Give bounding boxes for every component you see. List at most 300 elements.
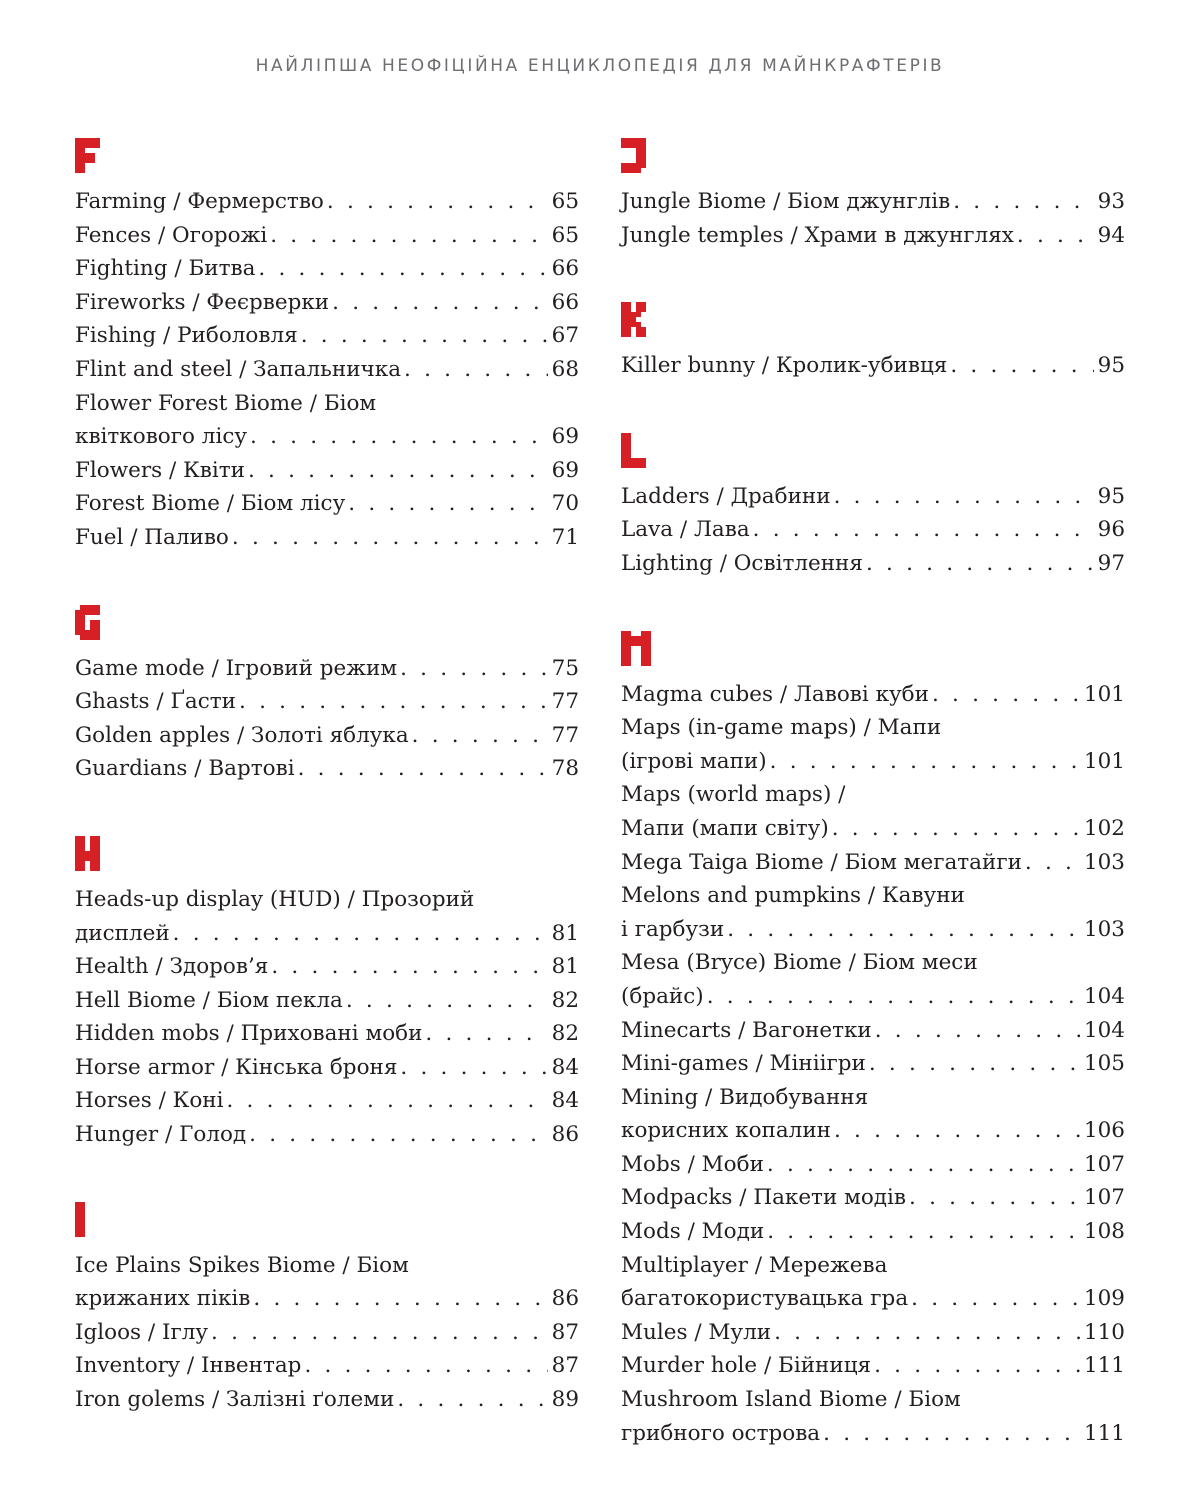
entry-page-number: 69	[551, 424, 579, 450]
entry-line	[75, 420, 579, 454]
entry-title: Jungle temples / Храми в джунглях	[621, 222, 1014, 248]
entry-line	[75, 252, 579, 286]
index-entry[interactable]	[75, 353, 579, 387]
glyph-pixel	[621, 138, 626, 143]
index-entry[interactable]	[621, 1181, 1125, 1215]
glyph-pixel	[621, 453, 626, 458]
index-entry[interactable]	[75, 1084, 579, 1118]
glyph-pixel	[80, 625, 85, 630]
index-entry[interactable]	[75, 1017, 579, 1051]
entry-title: (брайс)	[621, 983, 704, 1009]
glyph-pixel	[75, 620, 80, 625]
entry-page-number: 65	[551, 222, 579, 248]
entry-line	[621, 846, 1125, 880]
entry-page-number: 95	[1097, 483, 1125, 509]
glyph-pixel	[626, 307, 631, 312]
glyph-pixel	[621, 332, 626, 337]
dot-leader	[866, 547, 1094, 581]
glyph-pixel	[636, 148, 641, 153]
glyph-pixel	[80, 630, 85, 635]
entry-page-number: 82	[551, 987, 579, 1013]
glyph-pixel	[626, 651, 631, 656]
dot-leader	[834, 1114, 1080, 1148]
glyph-pixel	[636, 327, 641, 332]
glyph-pixel	[621, 312, 626, 317]
index-entry[interactable]	[75, 521, 579, 555]
entry-title: Ghasts / Ґасти	[75, 689, 236, 715]
glyph-pixel	[90, 861, 95, 866]
section-letter-f-glyph	[75, 138, 100, 173]
glyph-pixel	[90, 836, 95, 841]
entry-page-number: 106	[1083, 1118, 1125, 1144]
index-entry[interactable]	[75, 883, 579, 950]
index-entry[interactable]	[75, 1349, 579, 1383]
index-entry[interactable]	[621, 1215, 1125, 1249]
glyph-pixel	[641, 651, 646, 656]
glyph-pixel	[636, 458, 641, 463]
glyph-pixel	[626, 458, 631, 463]
index-entry[interactable]	[75, 454, 579, 488]
index-section-m	[621, 631, 1125, 1451]
glyph-pixel	[90, 610, 95, 615]
entry-page-number: 86	[551, 1122, 579, 1148]
glyph-pixel	[641, 163, 646, 168]
glyph-pixel	[641, 463, 646, 468]
glyph-pixel	[95, 138, 100, 143]
entry-line	[621, 1417, 1125, 1451]
glyph-pixel	[636, 163, 641, 168]
glyph-pixel	[90, 856, 95, 861]
glyph-pixel	[621, 463, 626, 468]
dot-leader	[332, 286, 548, 320]
index-entry[interactable]	[621, 1014, 1125, 1048]
index-entry[interactable]	[75, 1051, 579, 1085]
section-letter	[621, 138, 1125, 173]
entry-title: Fences / Огорожі	[75, 222, 268, 248]
entry-line	[75, 1051, 579, 1085]
section-letter	[621, 433, 1125, 468]
entry-title-first-line: Maps (in-game maps) / Мапи	[621, 715, 942, 741]
dot-leader	[774, 1316, 1080, 1350]
glyph-pixel	[621, 458, 626, 463]
index-entry[interactable]	[75, 1249, 579, 1316]
index-entry[interactable]	[621, 1148, 1125, 1182]
entry-page-number: 87	[551, 1353, 579, 1379]
entry-page-number: 108	[1083, 1219, 1125, 1245]
entry-title-first-line: Heads-up display (HUD) / Прозорий	[75, 886, 475, 912]
glyph-pixel	[90, 846, 95, 851]
glyph-pixel	[75, 148, 80, 153]
glyph-pixel	[90, 143, 95, 148]
index-entry[interactable]	[621, 547, 1125, 581]
dot-leader	[823, 1417, 1080, 1451]
entry-title: Inventory / Інвентар	[75, 1353, 302, 1379]
entry-line	[75, 319, 579, 353]
glyph-pixel	[75, 856, 80, 861]
glyph-pixel	[646, 636, 651, 641]
glyph-pixel	[641, 646, 646, 651]
dot-leader	[211, 1316, 548, 1350]
index-entry[interactable]	[75, 752, 579, 786]
glyph-pixel	[631, 312, 636, 317]
entry-title: Mods / Моди	[621, 1219, 765, 1245]
index-entry[interactable]	[621, 711, 1125, 778]
glyph-pixel	[80, 163, 85, 168]
glyph-pixel	[80, 1207, 85, 1212]
entry-title: Mini-games / Мініігри	[621, 1051, 866, 1077]
glyph-pixel	[75, 615, 80, 620]
glyph-pixel	[80, 851, 85, 856]
entry-line	[75, 984, 579, 1018]
index-entry[interactable]	[621, 1383, 1125, 1450]
glyph-pixel	[641, 307, 646, 312]
index-section-k	[621, 302, 1125, 383]
entry-title: Magma cubes / Лавові куби	[621, 681, 929, 707]
index-entry[interactable]	[621, 846, 1125, 880]
dot-leader	[397, 1383, 547, 1417]
dot-leader	[767, 1148, 1080, 1182]
glyph-pixel	[631, 163, 636, 168]
index-section-f	[75, 138, 579, 555]
glyph-pixel	[621, 302, 626, 307]
index-entry[interactable]	[75, 319, 579, 353]
glyph-pixel	[621, 438, 626, 443]
entry-page-number: 105	[1083, 1051, 1125, 1077]
index-entry[interactable]	[75, 950, 579, 984]
glyph-pixel	[75, 1217, 80, 1222]
dot-leader	[953, 185, 1093, 219]
glyph-pixel	[80, 1202, 85, 1207]
section-letter	[621, 302, 1125, 337]
glyph-pixel	[631, 636, 636, 641]
glyph-pixel	[85, 138, 90, 143]
glyph-pixel	[90, 851, 95, 856]
index-entry[interactable]	[621, 879, 1125, 946]
glyph-pixel	[631, 138, 636, 143]
entry-title: Iron golems / Залізні ґолеми	[75, 1387, 395, 1413]
entry-title: Modpacks / Пакети модів	[621, 1185, 906, 1211]
glyph-pixel	[75, 1207, 80, 1212]
dot-leader	[767, 1215, 1080, 1249]
glyph-pixel	[621, 433, 626, 438]
glyph-pixel	[95, 866, 100, 871]
glyph-pixel	[631, 458, 636, 463]
glyph-pixel	[75, 1227, 80, 1232]
glyph-pixel	[626, 312, 631, 317]
dot-leader	[874, 1349, 1080, 1383]
glyph-pixel	[626, 322, 631, 327]
glyph-pixel	[621, 322, 626, 327]
index-section-l	[621, 433, 1125, 581]
glyph-pixel	[95, 610, 100, 615]
glyph-pixel	[90, 153, 95, 158]
entry-page-number: 81	[551, 920, 579, 946]
entry-title: Mules / Мули	[621, 1319, 772, 1345]
glyph-pixel	[80, 610, 85, 615]
glyph-pixel	[90, 841, 95, 846]
glyph-pixel	[80, 1227, 85, 1232]
glyph-pixel	[626, 448, 631, 453]
glyph-pixel	[631, 463, 636, 468]
glyph-pixel	[90, 605, 95, 610]
index-entry[interactable]	[75, 685, 579, 719]
glyph-pixel	[621, 168, 626, 173]
entry-title: корисних копалин	[621, 1118, 831, 1144]
index-entry[interactable]	[621, 480, 1125, 514]
glyph-pixel	[636, 307, 641, 312]
dot-leader	[400, 1051, 547, 1085]
entry-page-number: 111	[1083, 1353, 1125, 1379]
index-entry[interactable]	[75, 652, 579, 686]
glyph-pixel	[80, 635, 85, 640]
entry-line	[621, 1114, 1125, 1148]
dot-leader	[173, 917, 548, 951]
index-entry[interactable]	[621, 946, 1125, 1013]
index-section-h	[75, 836, 579, 1152]
glyph-pixel	[641, 158, 646, 163]
glyph-pixel	[626, 641, 631, 646]
glyph-pixel	[631, 168, 636, 173]
glyph-pixel	[646, 661, 651, 666]
index-column-right	[621, 138, 1125, 1500]
index-entry[interactable]	[75, 487, 579, 521]
entry-title: Jungle Biome / Біом джунглів	[621, 189, 951, 214]
dot-leader	[875, 1014, 1080, 1048]
index-entry[interactable]	[621, 185, 1125, 219]
glyph-pixel	[85, 605, 90, 610]
glyph-pixel	[90, 620, 95, 625]
section-letter	[621, 631, 1125, 666]
entry-page-number: 71	[551, 524, 579, 550]
glyph-pixel	[621, 646, 626, 651]
glyph-pixel	[95, 625, 100, 630]
entry-line	[75, 353, 579, 387]
entry-title: Hidden mobs / Приховані моби	[75, 1021, 423, 1047]
entry-page-number: 107	[1083, 1151, 1125, 1177]
glyph-pixel	[641, 661, 646, 666]
index-entry[interactable]	[621, 1047, 1125, 1081]
entry-page-number: 103	[1083, 916, 1125, 942]
glyph-pixel	[641, 631, 646, 636]
entry-line	[621, 480, 1125, 514]
dot-leader	[950, 349, 1093, 383]
glyph-pixel	[641, 138, 646, 143]
index-entry[interactable]	[621, 219, 1125, 253]
glyph-pixel	[75, 1232, 80, 1237]
entry-line	[75, 652, 579, 686]
entry-title: дисплей	[75, 920, 170, 946]
index-entry[interactable]	[621, 349, 1125, 383]
entry-page-number: 81	[551, 954, 579, 980]
entry-line	[621, 1316, 1125, 1350]
glyph-pixel	[636, 143, 641, 148]
entry-title: Мапи (мапи світу)	[621, 815, 829, 841]
dot-leader	[248, 454, 548, 488]
glyph-pixel	[621, 651, 626, 656]
index-entry[interactable]	[621, 678, 1125, 712]
entry-line	[75, 454, 579, 488]
entry-line	[75, 719, 579, 753]
glyph-pixel	[75, 158, 80, 163]
index-entry[interactable]	[621, 778, 1125, 845]
entry-title: грибного острова	[621, 1420, 821, 1446]
dot-leader	[270, 219, 547, 253]
index-entry[interactable]	[75, 984, 579, 1018]
glyph-pixel	[636, 312, 641, 317]
glyph-pixel	[626, 443, 631, 448]
dot-leader	[271, 950, 547, 984]
entry-line	[621, 745, 1125, 779]
glyph-pixel	[75, 610, 80, 615]
glyph-pixel	[85, 635, 90, 640]
dot-leader	[346, 984, 548, 1018]
dot-leader	[250, 420, 548, 454]
glyph-pixel	[626, 631, 631, 636]
entry-page-number: 102	[1083, 815, 1125, 841]
index-entry[interactable]	[75, 1316, 579, 1350]
glyph-pixel	[626, 168, 631, 173]
index-entry[interactable]	[75, 1383, 579, 1417]
index-entry[interactable]	[75, 719, 579, 753]
entry-title: Mobs / Моби	[621, 1151, 764, 1177]
entry-line	[621, 185, 1125, 219]
glyph-pixel	[80, 168, 85, 173]
glyph-pixel	[626, 317, 631, 322]
entry-page-number: 107	[1083, 1185, 1125, 1211]
glyph-pixel	[75, 168, 80, 173]
entry-title: Fighting / Битва	[75, 256, 256, 282]
entry-line	[75, 917, 579, 951]
dot-leader	[727, 913, 1080, 947]
glyph-pixel	[75, 163, 80, 168]
glyph-pixel	[621, 636, 626, 641]
entry-title: Killer bunny / Кролик-убивця	[621, 353, 948, 379]
glyph-pixel	[80, 158, 85, 163]
dot-leader	[239, 685, 548, 719]
index-entry[interactable]	[621, 1081, 1125, 1148]
glyph-pixel	[626, 327, 631, 332]
glyph-pixel	[641, 327, 646, 332]
entry-title: Golden apples / Золоті яблука	[75, 722, 409, 748]
section-letter-h-glyph	[75, 836, 100, 871]
entry-page-number: 101	[1083, 681, 1125, 707]
glyph-pixel	[75, 625, 80, 630]
glyph-pixel	[80, 856, 85, 861]
entry-line	[621, 349, 1125, 383]
glyph-pixel	[626, 332, 631, 337]
glyph-pixel	[80, 138, 85, 143]
glyph-pixel	[646, 631, 651, 636]
index-entry[interactable]	[75, 219, 579, 253]
entry-title: Guardians / Вартові	[75, 756, 295, 782]
section-letter	[75, 138, 579, 173]
glyph-pixel	[631, 641, 636, 646]
glyph-pixel	[636, 636, 641, 641]
entry-line	[75, 286, 579, 320]
index-entry[interactable]	[75, 286, 579, 320]
entry-title-first-line: Mushroom Island Biome / Біом	[621, 1387, 961, 1413]
entry-line	[621, 1014, 1125, 1048]
glyph-pixel	[75, 1222, 80, 1227]
dot-leader	[232, 521, 548, 555]
entry-line	[75, 185, 579, 219]
entry-title: Farming / Фермерство	[75, 189, 324, 214]
entry-page-number: 78	[551, 756, 579, 782]
glyph-pixel	[626, 438, 631, 443]
glyph-pixel	[636, 463, 641, 468]
glyph-pixel	[621, 307, 626, 312]
glyph-pixel	[80, 1232, 85, 1237]
entry-title: Minecarts / Вагонетки	[621, 1017, 872, 1043]
entry-page-number: 84	[551, 1088, 579, 1114]
entry-page-number: 82	[551, 1021, 579, 1047]
index-column-left	[75, 138, 579, 1467]
index-entry[interactable]	[75, 1118, 579, 1152]
entry-title-first-line: Mining / Видобування	[621, 1084, 869, 1110]
entry-line	[621, 1282, 1125, 1316]
glyph-pixel	[626, 163, 631, 168]
glyph-pixel	[621, 656, 626, 661]
entry-page-number: 89	[551, 1387, 579, 1413]
entry-title: Game mode / Ігровий режим	[75, 655, 398, 681]
dot-leader	[909, 1181, 1080, 1215]
glyph-pixel	[95, 605, 100, 610]
section-letter-l-glyph	[621, 433, 646, 468]
entry-title: (ігрові мапи)	[621, 748, 767, 774]
glyph-pixel	[80, 846, 85, 851]
glyph-pixel	[90, 138, 95, 143]
glyph-pixel	[95, 861, 100, 866]
index-entry[interactable]	[75, 252, 579, 286]
entry-page-number: 70	[551, 491, 579, 517]
index-entry[interactable]	[621, 1316, 1125, 1350]
dot-leader	[304, 1349, 547, 1383]
glyph-pixel	[95, 851, 100, 856]
entry-title: Mega Taiga Biome / Біом мегатайги	[621, 849, 1022, 875]
glyph-pixel	[90, 625, 95, 630]
entry-page-number: 84	[551, 1054, 579, 1080]
entry-line	[621, 913, 1125, 947]
glyph-pixel	[80, 153, 85, 158]
dot-leader	[834, 480, 1094, 514]
glyph-pixel	[626, 636, 631, 641]
entry-line	[621, 812, 1125, 846]
index-entry[interactable]	[75, 185, 579, 219]
glyph-pixel	[621, 327, 626, 332]
section-letter-m-glyph	[621, 631, 651, 666]
glyph-pixel	[621, 143, 626, 148]
glyph-pixel	[95, 841, 100, 846]
index-entry[interactable]	[621, 1349, 1125, 1383]
index-entry[interactable]	[621, 513, 1125, 547]
index-entry[interactable]	[75, 387, 579, 454]
glyph-pixel	[80, 605, 85, 610]
dot-leader	[404, 353, 548, 387]
glyph-pixel	[90, 635, 95, 640]
glyph-pixel	[641, 641, 646, 646]
glyph-pixel	[95, 620, 100, 625]
glyph-pixel	[80, 861, 85, 866]
glyph-pixel	[80, 866, 85, 871]
glyph-pixel	[95, 846, 100, 851]
entry-page-number: 93	[1097, 189, 1125, 214]
glyph-pixel	[75, 143, 80, 148]
glyph-pixel	[95, 143, 100, 148]
glyph-pixel	[95, 856, 100, 861]
entry-page-number: 66	[551, 289, 579, 315]
index-entry[interactable]	[621, 1249, 1125, 1316]
entry-page-number: 75	[551, 655, 579, 681]
